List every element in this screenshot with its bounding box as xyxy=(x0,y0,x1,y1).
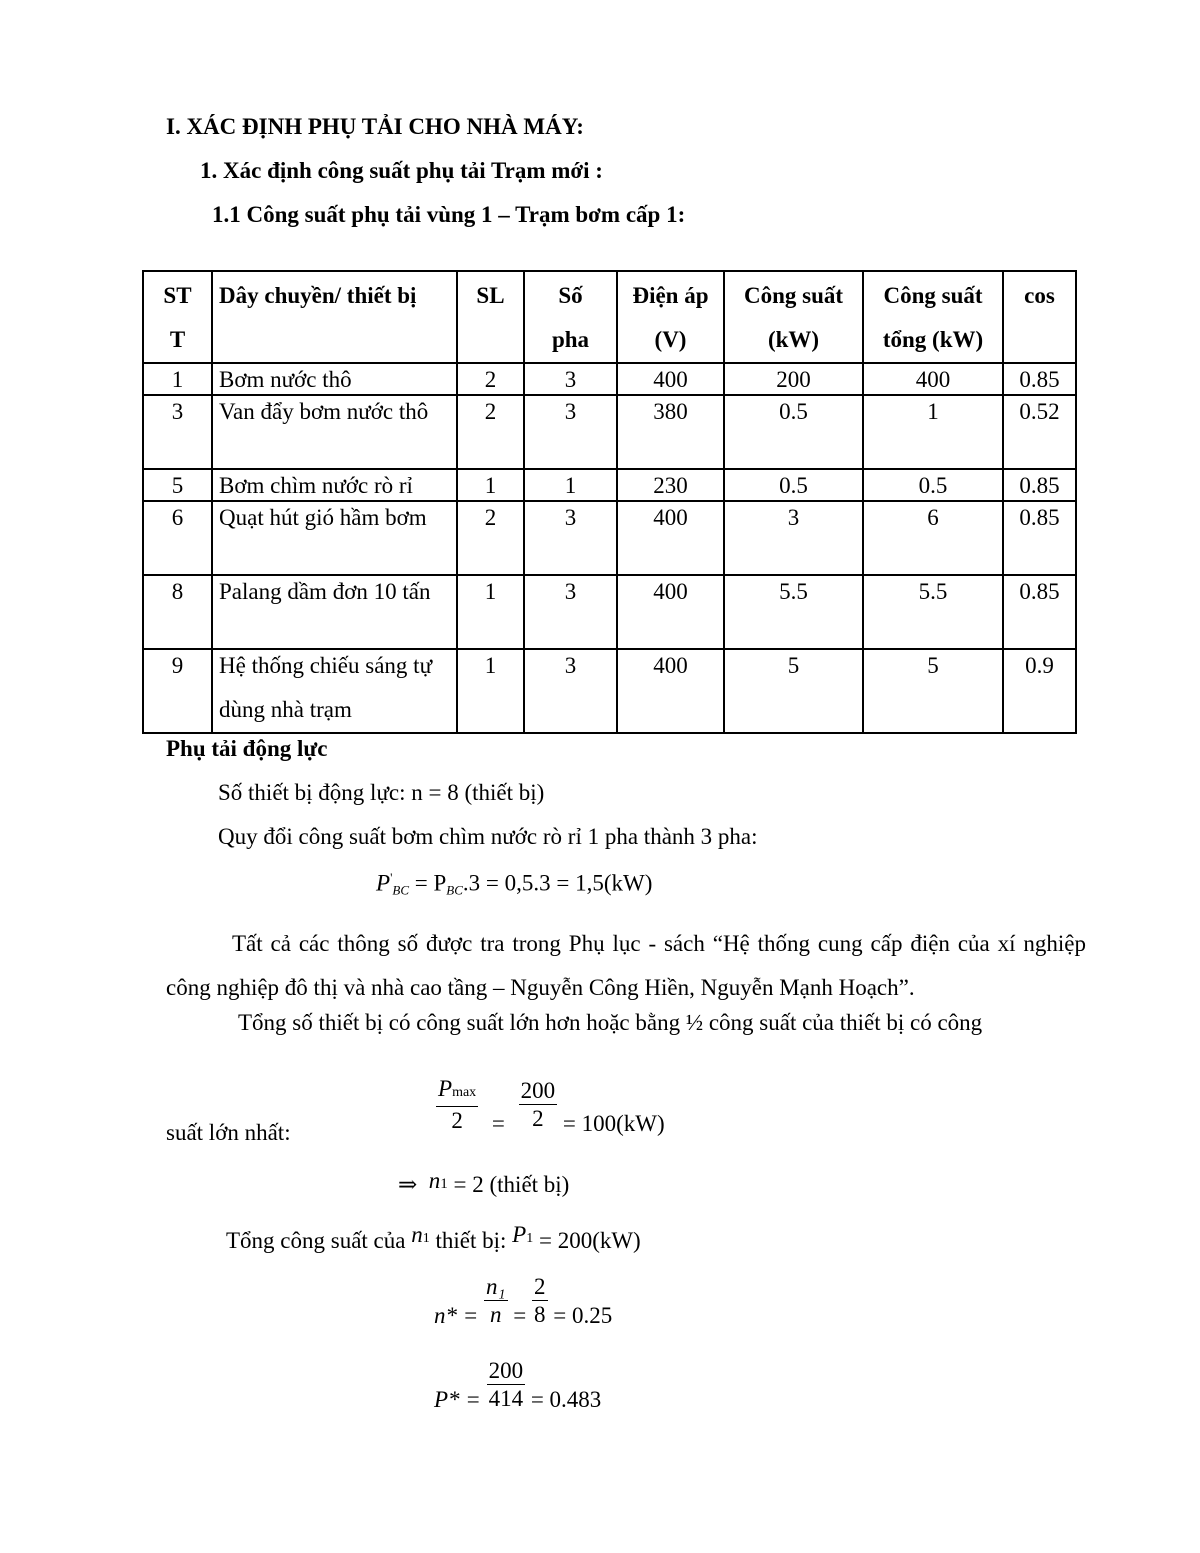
table-row xyxy=(143,575,1076,649)
fraction-200-2: $\frac{200}{2}$ xyxy=(520,1078,556,1131)
cell-voltage: 400 xyxy=(617,575,724,649)
table-row xyxy=(143,395,1076,469)
table-row xyxy=(143,649,1076,733)
table-row xyxy=(143,501,1076,575)
fraction-pmax: $\frac{Pmax}{2}$ xyxy=(438,1076,477,1133)
cell-power: 0.5 xyxy=(724,469,863,501)
load-table xyxy=(142,270,1077,734)
heading-sub2: 1.1 Công suất phụ tải vùng 1 – Trạm bơm cấp 1: xyxy=(212,202,686,227)
total-devices-line2: suất lớn nhất: xyxy=(166,1120,291,1145)
cell-qty: 2 xyxy=(457,395,524,469)
cell-qty: 1 xyxy=(457,575,524,649)
total-devices-line1: Tổng số thiết bị có công suất lớn hơn hoặc bằng ½ công suất của thiết bị có công xyxy=(238,1010,983,1035)
cell-cos: 0.52 xyxy=(1003,395,1076,469)
col-header-qty: SL xyxy=(457,271,524,363)
fraction-2-8: $\frac{2}{8}$ xyxy=(534,1274,546,1327)
cell-qty: 1 xyxy=(457,649,524,733)
cell-device: Van đẩy bơm nước thô xyxy=(212,395,457,469)
device-count-line: Số thiết bị động lực: n = 8 (thiết bị) xyxy=(218,780,545,805)
col-header-total: Công suất tổng (kW) xyxy=(863,271,1003,363)
cell-total: 0.5 xyxy=(863,469,1003,501)
cell-device: Hệ thống chiếu sáng tự dùng nhà trạm xyxy=(212,649,457,733)
cell-device: Quạt hút gió hầm bơm xyxy=(212,501,457,575)
col-header-device: Dây chuyền/ thiết bị xyxy=(212,271,457,363)
cell-cos: 0.85 xyxy=(1003,469,1076,501)
cell-device: Bơm nước thô xyxy=(212,363,457,395)
col-header-phase: Số pha xyxy=(524,271,617,363)
cell-qty: 2 xyxy=(457,501,524,575)
cell-power: 5 xyxy=(724,649,863,733)
cell-device: Palang dầm đơn 10 tấn xyxy=(212,575,457,649)
section-title: Phụ tải động lực xyxy=(166,736,328,761)
cell-stt: 3 xyxy=(143,395,212,469)
cell-cos: 0.85 xyxy=(1003,575,1076,649)
total-power-line: Tổng công suất của $n^1$ thiết bị: $P^1 = 200(kW)$ xyxy=(226,1222,641,1253)
cell-stt: 8 xyxy=(143,575,212,649)
cell-total: 1 xyxy=(863,395,1003,469)
cell-power: 3 xyxy=(724,501,863,575)
cell-phase: 3 xyxy=(524,501,617,575)
formula-pbc: $P'_{BC} = P_{BC}.3 = 0,5.3 = 1,5(kW)$ xyxy=(376,870,653,898)
cell-phase: 3 xyxy=(524,395,617,469)
cell-power: 200 xyxy=(724,363,863,395)
cell-stt: 6 xyxy=(143,501,212,575)
col-header-voltage: Điện áp (V) xyxy=(617,271,724,363)
fraction-n1-n: $\frac{\text{n₁}}{n}$ xyxy=(486,1274,506,1327)
cell-stt: 9 xyxy=(143,649,212,733)
cell-total: 5 xyxy=(863,649,1003,733)
cell-stt: 1 xyxy=(143,363,212,395)
cell-voltage: 400 xyxy=(617,363,724,395)
col-header-stt: ST T xyxy=(143,271,212,363)
formula-pstar: P* = $\frac{200}{414}$ = 0.483 xyxy=(434,1358,602,1412)
formula-nstar: n* = $\frac{\text{n₁}}{n}$ = $\frac{2}{8}$ = 0.25 xyxy=(434,1274,613,1328)
cell-power: 5.5 xyxy=(724,575,863,649)
reference-paragraph: Tất cả các thông số được tra trong Phụ lục - sách “Hệ thống cung cấp điện của xí nghiệp công nghiệp đô thị và nhà cao tầng – Nguyễn Công Hiền, Nguyễn Mạnh Hoạch”. xyxy=(166,931,1086,1000)
heading-sub1: 1. Xác định công suất phụ tải Trạm mới : xyxy=(200,158,603,183)
cell-power: 0.5 xyxy=(724,395,863,469)
cell-total: 6 xyxy=(863,501,1003,575)
cell-device: Bơm chìm nước rò rỉ xyxy=(212,469,457,501)
col-header-power: Công suất (kW) xyxy=(724,271,863,363)
cell-qty: 2 xyxy=(457,363,524,395)
cell-phase: 3 xyxy=(524,575,617,649)
cell-voltage: 230 xyxy=(617,469,724,501)
cell-cos: 0.85 xyxy=(1003,501,1076,575)
cell-voltage: 380 xyxy=(617,395,724,469)
formula-pmax: $\frac{Pmax}{2}$ = $\frac{200}{2}$ = 100(kW) xyxy=(438,1076,665,1136)
col-header-cos: cos xyxy=(1003,271,1076,363)
cell-total: 400 xyxy=(863,363,1003,395)
cell-phase: 3 xyxy=(524,363,617,395)
cell-total: 5.5 xyxy=(863,575,1003,649)
cell-voltage: 400 xyxy=(617,649,724,733)
cell-phase: 1 xyxy=(524,469,617,501)
conversion-line: Quy đổi công suất bơm chìm nước rò rỉ 1 pha thành 3 pha: xyxy=(218,824,758,849)
fraction-200-414: $\frac{200}{414}$ xyxy=(488,1358,524,1411)
cell-voltage: 400 xyxy=(617,501,724,575)
cell-cos: 0.85 xyxy=(1003,363,1076,395)
cell-qty: 1 xyxy=(457,469,524,501)
formula-n1: ⇒ n1 = 2 (thiết bị) xyxy=(398,1168,570,1197)
cell-stt: 5 xyxy=(143,469,212,501)
table-header-row xyxy=(143,271,1076,363)
cell-phase: 3 xyxy=(524,649,617,733)
heading-main: I. XÁC ĐỊNH PHỤ TẢI CHO NHÀ MÁY: xyxy=(166,114,584,139)
cell-cos: 0.9 xyxy=(1003,649,1076,733)
